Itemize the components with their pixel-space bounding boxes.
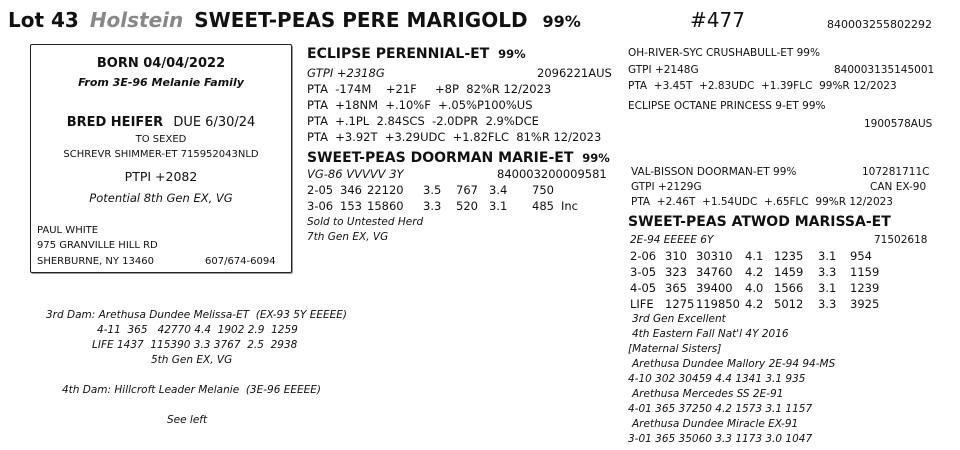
dam-sire-reg: 107281711C — [862, 166, 930, 178]
sire-reg: 2096221AUS — [537, 66, 612, 80]
record-milk: 15860 — [367, 199, 404, 213]
owner-name: PAUL WHITE — [37, 225, 99, 236]
record-protein: 1159 — [850, 265, 880, 279]
sire-name-text: ECLIPSE PERENNIAL-ET — [307, 46, 490, 62]
dam-sire-name: VAL-BISSON DOORMAN-ET 99% — [631, 166, 797, 178]
second-dam-classification: 2E-94 EEEEE 6Y — [630, 234, 714, 246]
record-protein-pct: 3.1 — [489, 199, 508, 213]
record-protein-pct: 3.4 — [489, 183, 508, 197]
maternal-sister-record: 4-01 365 37250 4.2 1573 3.1 1157 — [628, 403, 813, 415]
maternal-sister-name: Arethusa Dundee Mallory 2E-94 94-MS — [632, 358, 836, 370]
breed-label: Holstein — [89, 8, 184, 32]
owner-city: SHERBURNE, NY 13460 — [37, 256, 154, 267]
record-milk: 22120 — [367, 183, 404, 197]
record-milk: 34760 — [696, 265, 733, 279]
dam-percent: 99% — [582, 151, 610, 165]
record-fat-pct: 4.2 — [745, 297, 764, 311]
maternal-sister-record: 3-01 365 35060 3.3 1173 3.0 1047 — [628, 433, 813, 445]
record-protein: 954 — [850, 249, 872, 263]
fourth-dam-see-left: See left — [167, 414, 208, 426]
record-fat: 1566 — [774, 281, 804, 295]
dam-reg: 840003200009581 — [497, 167, 607, 181]
second-dam-reg: 71502618 — [874, 234, 928, 246]
record-age: 4-05 — [630, 281, 657, 295]
third-dam-record: 4-11 365 42770 4.4 1902 2.9 1259 — [97, 324, 298, 336]
dam-sire-pta: PTA +2.46T +1.54UDC +.65FLC 99%R 12/2023 — [631, 196, 893, 208]
record-age: 2-05 — [307, 183, 334, 197]
dam-note: 7th Gen EX, VG — [307, 231, 389, 243]
sire-percent: 99% — [498, 47, 526, 61]
record-protein: 750 — [532, 183, 554, 197]
record-days: 310 — [665, 249, 687, 263]
record-age: 3-06 — [307, 199, 334, 213]
record-age: 2-06 — [630, 249, 657, 263]
animal-name: SWEET-PEAS PERE MARIGOLD — [194, 8, 528, 32]
second-dam-note: 3rd Gen Excellent — [632, 313, 726, 325]
owner-phone: 607/674-6094 — [205, 256, 276, 267]
fourth-dam-title: 4th Dam: Hillcroft Leader Melanie (3E-96 EEEEE) — [62, 384, 321, 396]
bred-status — [31, 115, 291, 130]
sire-sire-name: OH-RIVER-SYC CRUSHABULL-ET 99% — [628, 47, 820, 59]
record-age: 3-05 — [630, 265, 657, 279]
ptpi: PTPI +2082 — [124, 169, 198, 184]
dam-sire-class: CAN EX-90 — [870, 181, 927, 193]
lot-label: Lot 43 — [8, 8, 79, 32]
registration-number: 840003255802292 — [827, 18, 932, 31]
animal-title — [8, 7, 581, 35]
record-days: 153 — [340, 199, 362, 213]
dam-name — [307, 149, 610, 167]
record-fat-pct: 4.1 — [745, 249, 764, 263]
record-days: 346 — [340, 183, 362, 197]
sire-pta-line: PTA -174M +21F +8P 82%R 12/2023 — [307, 82, 552, 96]
record-fat: 1235 — [774, 249, 804, 263]
service-sire: SCHREVR SHIMMER-ET 715952043NLD — [63, 149, 259, 160]
sire-sire-pta: PTA +3.45T +2.83UDC +1.39FLC 99%R 12/2023 — [628, 80, 897, 92]
third-dam-note: 5th Gen EX, VG — [151, 354, 233, 366]
record-days: 1275 — [665, 297, 695, 311]
record-protein-pct: 3.3 — [818, 265, 837, 279]
record-fat: 767 — [456, 183, 478, 197]
lot-number: #477 — [690, 8, 745, 32]
dam-sire-gtpi: GTPI +2129G — [631, 181, 702, 193]
record-fat: 1459 — [774, 265, 804, 279]
sire-dam-name: ECLIPSE OCTANE PRINCESS 9-ET 99% — [628, 100, 826, 112]
record-fat-pct: 4.2 — [745, 265, 764, 279]
sire-pta-line: PTA +18NM +.10%F +.05%P100%US — [307, 98, 533, 112]
record-fat: 5012 — [774, 297, 804, 311]
sire-pta-line: PTA +3.92T +3.29UDC +1.82FLC 81%R 12/2023 — [307, 130, 602, 144]
record-fat-pct: 3.5 — [423, 183, 442, 197]
animal-percent: 99% — [542, 12, 581, 31]
record-fat-pct: 3.3 — [423, 199, 442, 213]
record-protein-pct: 3.3 — [818, 297, 837, 311]
record-age: LIFE — [630, 297, 654, 311]
dam-classification: VG-86 VVVVV 3Y — [307, 167, 404, 181]
potential-gen: Potential 8th Gen EX, VG — [89, 191, 233, 205]
maternal-sister-name: Arethusa Mercedes SS 2E-91 — [632, 388, 784, 400]
second-dam-note: 4th Eastern Fall Nat'l 4Y 2016 — [632, 328, 789, 340]
sire-dam-reg: 1900578AUS — [864, 118, 933, 130]
third-dam-title: 3rd Dam: Arethusa Dundee Melissa-ET (EX-93 5Y EEEEE) — [46, 309, 347, 321]
bred-status-label: BRED HEIFER — [66, 115, 164, 130]
record-fat-pct: 4.0 — [745, 281, 764, 295]
record-protein-pct: 3.1 — [818, 281, 837, 295]
sire-sire-reg: 840003135145001 — [834, 64, 935, 76]
family-line: From 3E-96 Melanie Family — [78, 76, 244, 89]
record-milk: 30310 — [696, 249, 733, 263]
record-milk: 119850 — [696, 297, 740, 311]
record-fat: 520 — [456, 199, 478, 213]
record-milk: 39400 — [696, 281, 733, 295]
record-protein: 485 — [532, 199, 554, 213]
record-days: 365 — [665, 281, 687, 295]
dam-name-text: SWEET-PEAS DOORMAN MARIE-ET — [307, 150, 574, 166]
sire-pta-line: PTA +.1PL 2.84SCS -2.0DPR 2.9%DCE — [307, 114, 539, 128]
born-date: BORN 04/04/2022 — [96, 56, 226, 71]
dam-note: Sold to Untested Herd — [307, 216, 424, 228]
second-dam-name: SWEET-PEAS ATWOD MARISSA-ET — [628, 214, 891, 230]
record-days: 323 — [665, 265, 687, 279]
to-sexed: TO SEXED — [135, 134, 187, 145]
record-protein: 1239 — [850, 281, 880, 295]
third-dam-record: LIFE 1437 115390 3.3 3767 2.5 2938 — [92, 339, 298, 351]
sire-sire-gtpi: GTPI +2148G — [628, 64, 699, 76]
due-date: DUE 6/30/24 — [173, 115, 256, 130]
record-protein-pct: 3.1 — [818, 249, 837, 263]
sire-name — [307, 45, 526, 63]
animal-info-box — [30, 44, 292, 273]
record-protein: 3925 — [850, 297, 880, 311]
maternal-sister-name: Arethusa Dundee Miracle EX-91 — [632, 418, 799, 430]
sire-gtpi: GTPI +2318G — [307, 66, 385, 80]
record-note: Inc — [561, 199, 579, 213]
maternal-sisters-heading: [Maternal Sisters] — [628, 343, 722, 355]
owner-address: 975 GRANVILLE HILL RD — [37, 240, 158, 251]
maternal-sister-record: 4-10 302 30459 4.4 1341 3.1 935 — [628, 373, 806, 385]
